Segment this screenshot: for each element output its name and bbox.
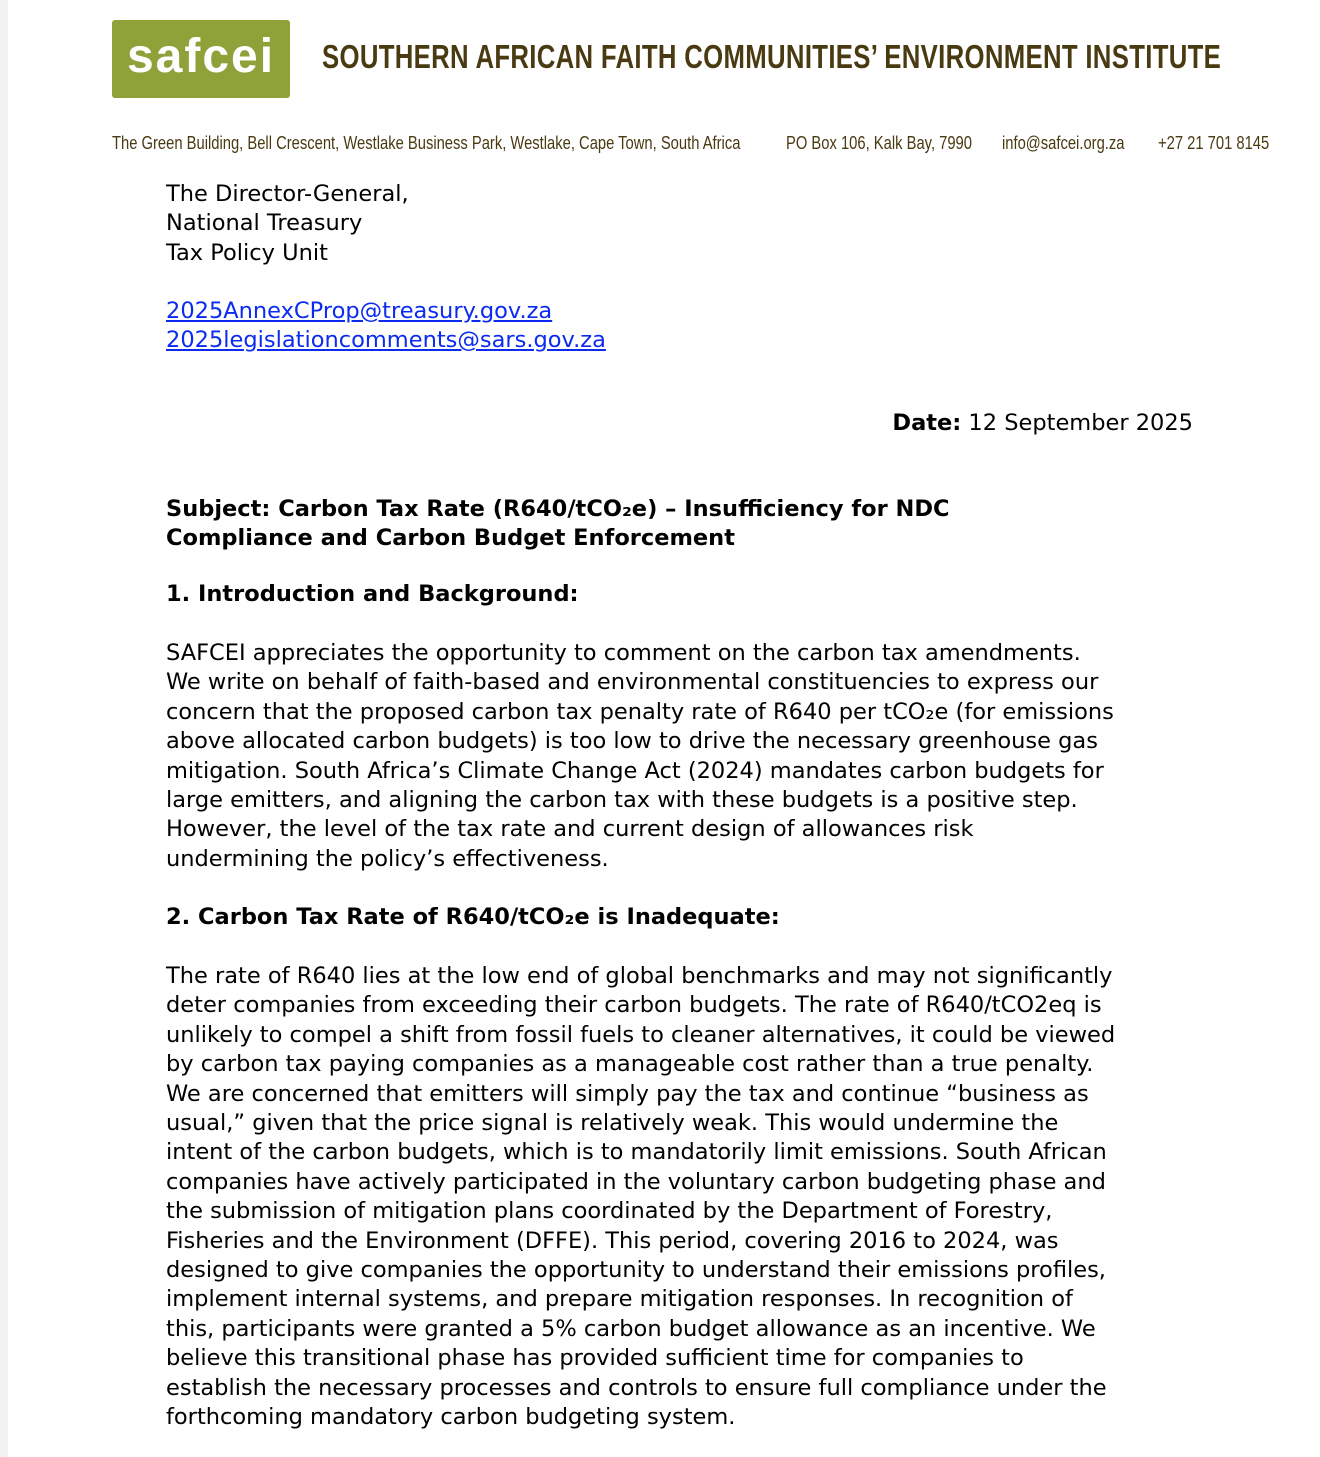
sars-email-link[interactable]: 2025legislationcomments@sars.gov.za [166, 327, 606, 354]
paragraph-line: concern that the proposed carbon tax penalty rate of R640 per tCO₂e (for emissions [166, 698, 1114, 725]
recipient-block [166, 180, 1196, 355]
paragraph-line: believe this transitional phase has provided sufficient time for companies to [166, 1345, 1024, 1372]
letterhead-po-box: PO Box 106, Kalk Bay, 7990 [786, 133, 972, 153]
safcei-logo [112, 20, 290, 98]
section-1-paragraph [166, 639, 1206, 874]
paragraph-line: companies have actively participated in the voluntary carbon budgeting phase and [166, 1168, 1106, 1195]
paragraph-line: by carbon tax paying companies as a manageable cost rather than a true penalty. [166, 1051, 1094, 1078]
paragraph-line: implement internal systems, and prepare mitigation responses. In recognition of [166, 1286, 1073, 1313]
recipient-line: National Treasury [166, 210, 363, 237]
subject-line: Subject: Carbon Tax Rate (R640/tCO₂e) – Insufficiency for NDC [166, 496, 950, 522]
paragraph-line: unlikely to compel a shift from fossil fuels to cleaner alternatives, it could be viewed [166, 1021, 1116, 1048]
letterhead-address: The Green Building, Bell Crescent, Westlake Business Park, Westlake, Cape Town, South Africa [112, 133, 741, 153]
letterhead-phone: +27 21 701 8145 [1158, 133, 1270, 153]
letterhead-email: info@safcei.org.za [1002, 133, 1125, 153]
section-2-paragraph [166, 962, 1206, 1433]
paragraph-line: designed to give companies the opportunity to understand their emissions profiles, [166, 1257, 1106, 1284]
paragraph-line: this, participants were granted a 5% carbon budget allowance as an incentive. We [166, 1315, 1096, 1342]
section-2-heading: 2. Carbon Tax Rate of R640/tCO₂e is Inadequate: [166, 904, 780, 930]
spacer [166, 268, 1196, 297]
paragraph-line: However, the level of the tax rate and current design of allowances risk [166, 816, 974, 843]
subject-heading [166, 495, 1166, 554]
paragraph-line: mitigation. South Africa’s Climate Change Act (2024) mandates carbon budgets for [166, 757, 1104, 784]
paragraph-line: undermining the policy’s effectiveness. [166, 845, 609, 872]
date-line [892, 410, 1193, 436]
paragraph-line: The rate of R640 lies at the low end of global benchmarks and may not significantly [166, 963, 1113, 989]
paragraph-line: We are concerned that emitters will simply pay the tax and continue “business as [166, 1080, 1089, 1107]
paragraph-line: intent of the carbon budgets, which is to mandatorily limit emissions. South African [166, 1139, 1107, 1166]
paragraph-line: large emitters, and aligning the carbon tax with these budgets is a positive step. [166, 787, 1078, 814]
paragraph-line: usual,” given that the price signal is relatively weak. This would undermine the [166, 1110, 1059, 1137]
treasury-email-link[interactable]: 2025AnnexCProp@treasury.gov.za [166, 297, 553, 324]
date-label: Date: [892, 410, 962, 436]
logo-text: safcei [126, 30, 276, 83]
paragraph-line: forthcoming mandatory carbon budgeting system. [166, 1404, 736, 1431]
recipient-line: Tax Policy Unit [166, 239, 328, 266]
organization-name: SOUTHERN AFRICAN FAITH COMMUNITIES’ ENVIRONMENT INSTITUTE [322, 38, 1222, 75]
paragraph-line: We write on behalf of faith-based and environmental constituencies to express our [166, 669, 1099, 696]
paragraph-line: establish the necessary processes and controls to ensure full compliance under the [166, 1374, 1107, 1401]
paragraph-line: above allocated carbon budgets) is too low to drive the necessary greenhouse gas [166, 728, 1098, 755]
date-value: 12 September 2025 [961, 410, 1193, 436]
paragraph-line: the submission of mitigation plans coordinated by the Department of Forestry, [166, 1198, 1053, 1225]
recipient-line: The Director-General, [166, 181, 409, 207]
subject-line: Compliance and Carbon Budget Enforcement [166, 525, 735, 552]
paragraph-line: deter companies from exceeding their carbon budgets. The rate of R640/tCO2eq is [166, 992, 1102, 1019]
paragraph-line: Fisheries and the Environment (DFFE). This period, covering 2016 to 2024, was [166, 1227, 1059, 1254]
page-margin-strip [0, 0, 8, 1457]
paragraph-line: SAFCEI appreciates the opportunity to comment on the carbon tax amendments. [166, 640, 1081, 666]
section-1-heading: 1. Introduction and Background: [166, 581, 579, 607]
